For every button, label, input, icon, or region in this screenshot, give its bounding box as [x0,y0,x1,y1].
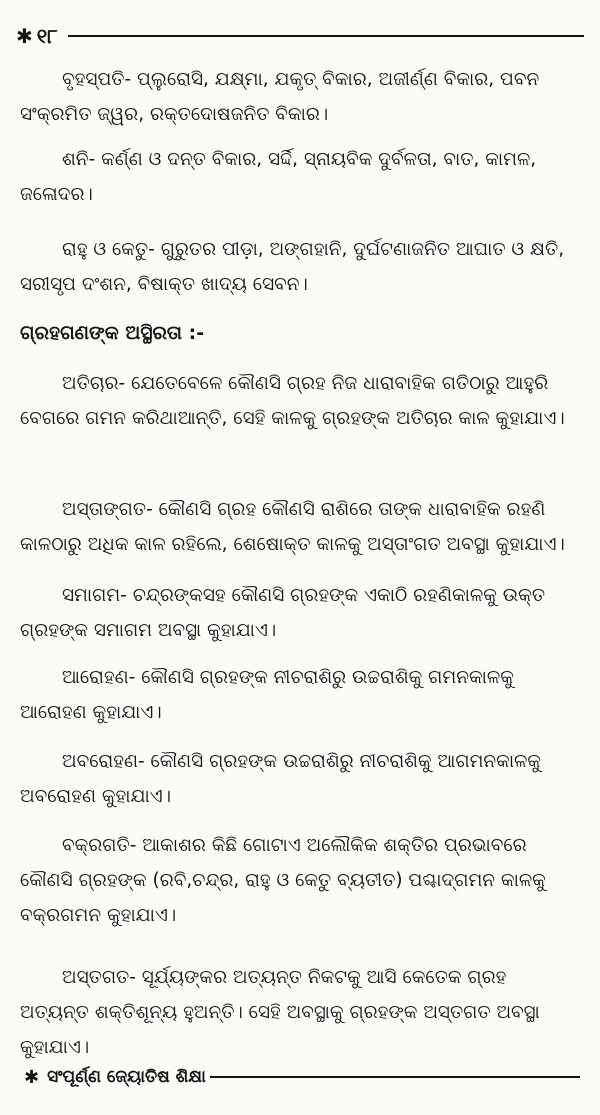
paragraph-avarohana [20,744,580,814]
paragraph-atichara [20,366,580,436]
header-rule [68,35,584,37]
paragraph-text: ଅବରୋହଣ- କୌଣସି ଗ୍ରହଙ୍କ ଉଚ୍ଚରାଶିରୁ ନୀଚରାଶିକୁ ଆଗମନକାଳକୁ ଅବରୋହଣ କୁହାଯାଏ। [20,751,542,807]
paragraph-text: ବୃହସ୍ପତି- ପ୍ଲୁରୋସି, ଯକ୍ଷ୍ମା, ଯକୃତ୍ ବିକାର, ଅଜୀର୍ଣ୍ଣ ବିକାର, ପବନ ସଂକ୍ରମିତ ଜ୍ୱର, ରକ୍ତଦୋଷଜନିତ ବିକାର। [20,69,540,125]
paragraph-text: ରାହୁ ଓ କେତୁ- ଗୁରୁତର ପୀଡ଼ା, ଅଙ୍ଗହାନି, ଦୁର୍ଘଟଣାଜନିତ ଆଘାତ ଓ କ୍ଷତି, ସରୀସୃପ ଦଂଶନ, ବିଷାକ୍ତ ଖାଦ୍ୟ ସେବନ। [20,239,565,295]
paragraph-brihaspati [20,62,580,132]
paragraph-text: ଅତିଚାର- ଯେତେବେଳେ କୌଣସି ଗ୍ରହ ନିଜ ଧାରାବାହିକ ଗତିଠାରୁ ଆହୁରି ବେଗରେ ଗମନ କରିଥାଆନ୍ତି, ସେହି କାଳକୁ ଗ୍ରହଙ୍କ ଅତିଚାର କାଳ କୁହାଯାଏ। [20,373,565,429]
paragraph-rahu-ketu [20,232,580,302]
paragraph-text: ଆରୋହଣ- କୌଣସି ଗ୍ରହଙ୍କ ନୀଚରାଶିରୁ ଉଚ୍ଚରାଶିକୁ ଗମନକାଳକୁ ଆରୋହଣ କୁହାଯାଏ। [20,667,514,723]
paragraph-arohana [20,660,580,730]
book-title: ସଂପୂର୍ଣ୍ଣ ଜ୍ୟୋତିଷ ଶିକ୍ଷା [47,1067,206,1087]
page-header [16,24,584,48]
paragraph-astagata [20,960,580,1065]
page-footer [24,1065,580,1089]
star-icon: ✱ [24,1066,40,1088]
paragraph-text: ଅସ୍ତାଙ୍ଗତ- କୌଣସି ଗ୍ରହ କୌଣସି ରାଶିରେ ତାଙ୍କ ଧାରାବାହିକ ରହଣି କାଳଠାରୁ ଅଧିକ କାଳ ରହିଲେ, ଶେଷୋକ୍ତ କାଳକୁ ଅସ୍ତାଂଗତ ଅବସ୍ଥା କୁହାଯାଏ। [20,499,565,555]
star-icon: ✱ [16,24,33,48]
paragraph-shani [20,142,580,212]
paragraph-text: ଶନି- କର୍ଣ୍ଣ ଓ ଦନ୍ତ ବିକାର, ସର୍ଦ୍ଦି, ସ୍ନାୟବିକ ଦୁର୍ବଳତା, ବାତ, କାମଳ, ଜଳୋଦର। [20,149,537,205]
paragraph-text: ସମାଗମ- ଚନ୍ଦ୍ରଙ୍କସହ କୌଣସି ଗ୍ରହଙ୍କ ଏକାଠି ରହଣିକାଳକୁ ଉକ୍ତ ଗ୍ରହଙ୍କ ସମାଗମ ଅବସ୍ଥା କୁହାଯାଏ। [20,585,546,641]
paragraph-vakragati [20,828,580,933]
paragraph-text: ବକ୍ରଗତି- ଆକାଶର କିଛି ଗୋଟାଏ ଅଲୌକିକ ଶକ୍ତିର ପ୍ରଭାବରେ କୌଣସି ଗ୍ରହଙ୍କ (ରବି,ଚନ୍ଦ୍ର, ରାହୁ ଓ କେତୁ ବ୍ୟତୀତ) ପଶ୍ଚାଦ୍‌ଗମନ କାଳକୁ ବକ୍ରଗମନ କୁହାଯାଏ। [20,835,546,926]
paragraph-astangata [20,492,580,562]
paragraph-samagama [20,578,580,648]
paragraph-text: ଅସ୍ତଗତ- ସୂର୍ଯ୍ୟଙ୍କର ଅତ୍ୟନ୍ତ ନିକଟକୁ ଆସି କେତେକ ଗ୍ରହ ଅତ୍ୟନ୍ତ ଶକ୍ତିଶୂନ୍ୟ ହୁଅନ୍ତି। ସେହି ଅବସ୍ଥାକୁ ଗ୍ରହଙ୍କ ଅସ୍ତଗତ ଅବସ୍ଥା କୁହାଯାଏ। [20,967,540,1058]
footer-rule [210,1076,580,1078]
page-number: ୧୮ [36,24,58,48]
section-heading: ଗ୍ରହଗଣଙ୍କ ଅସ୍ଥିରତା :- [20,322,205,344]
